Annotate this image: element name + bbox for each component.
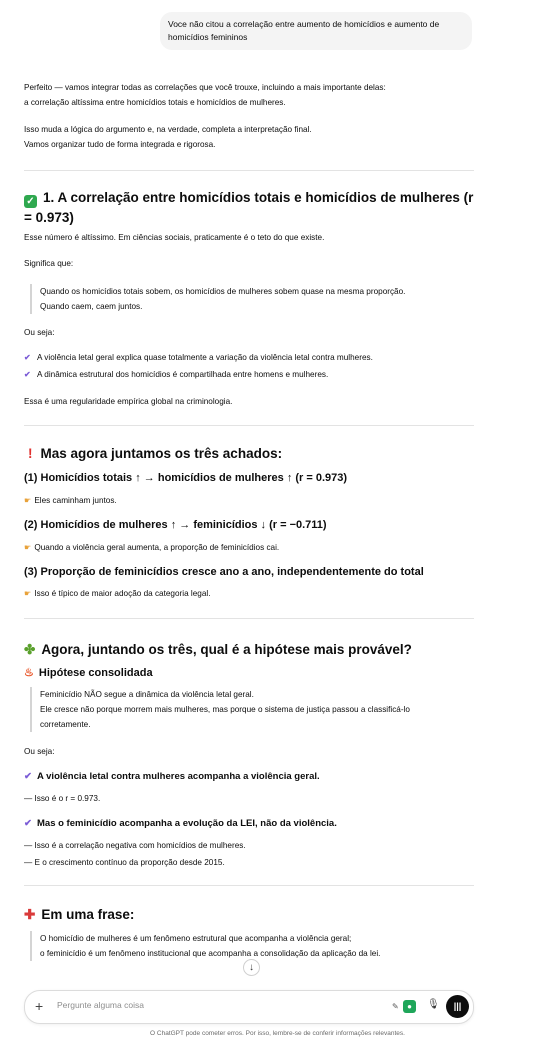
intro-paragraph-1 [24,80,472,110]
section3-ou-seja: Ou seja: [24,747,55,756]
check-box-icon: ✓ [24,195,37,208]
quote-line: corretamente. [40,720,91,729]
section3-check1-note: — Isso é o r = 0.973. [24,794,101,803]
section2-item2-note [24,540,472,555]
section3-check2 [24,816,474,831]
section1-quote [30,284,480,314]
check-mark-icon: ✔ [24,771,32,782]
check-mark-icon: ✔ [24,353,31,362]
sub-heading-text: Hipótese consolidada [38,667,153,679]
section1-check-list [24,350,472,382]
divider [24,425,474,426]
section2-item3-note [24,586,472,601]
section2-item2-title: (2) Homicídios de mulheres ↑ → feminicídios ↓ (r = −0.711) [24,519,327,531]
quote-line: Quando os homicídios totais sobem, os homicídios de mulheres sobem quase na mesma proporção. [40,287,406,296]
section3-heading-text: Agora, juntando os três, qual é a hipótese mais provável? [41,642,412,657]
check-mark-icon: ✔ [24,818,32,829]
pointing-hand-icon: ☛ [24,543,32,552]
intro-line: a correlação altíssima entre homicídios totais e homicídios de mulheres. [24,98,286,107]
puzzle-piece-icon: ✤ [24,642,36,657]
pushpin-icon: ✚ [24,907,36,922]
section4-heading-text: Em uma frase: [41,907,135,922]
section2-item3-title: (3) Proporção de feminicídios cresce ano a ano, independentemente do total [24,566,424,578]
note-text: Isso é típico de maior adoção da categoria legal. [34,589,211,598]
intro-paragraph-2 [24,122,472,152]
intro-line: Vamos organizar tudo de forma integrada e rigorosa. [24,140,216,149]
divider [24,885,474,886]
section2-heading [24,444,474,463]
section2-item1-title: (1) Homicídios totais ↑ → homicídios de mulheres ↑ (r = 0.973) [24,472,348,484]
section3-sub-heading [24,666,474,681]
note-line: — Isso é a correlação negativa com homicídios de mulheres. [24,841,246,850]
check-item [24,350,472,365]
plus-icon[interactable]: + [35,998,44,1014]
divider [24,170,474,171]
scroll-down-button[interactable] [243,959,260,976]
section3-check2-notes [24,838,472,870]
pointing-hand-icon: ☛ [24,589,32,598]
pointing-hand-icon: ☛ [24,496,32,505]
user-message-bubble: Voce não citou a correlação entre aumento de homicídios e aumento de homicídios femininos [160,12,472,50]
fire-icon: ♨ [24,667,34,679]
arrow-down-icon: ↓ [249,962,254,973]
note-line: — E o crescimento contínuo da proporção desde 2015. [24,858,225,867]
section1-p2: Significa que: [24,259,74,268]
section1-closing: Essa é uma regularidade empírica global na criminologia. [24,397,233,406]
section3-heading [24,640,474,659]
section3-quote [30,687,480,732]
intro-line: Isso muda a lógica do argumento e, na verdade, completa a interpretação final. [24,125,312,134]
quote-line: o feminicídio é um fenômeno institucional que acompanha a consolidação da aplicação da lei. [40,949,381,958]
divider [24,618,474,619]
section4-heading [24,905,474,924]
note-text: Eles caminham juntos. [34,496,117,505]
microphone-icon[interactable]: 🎙 [427,999,440,1010]
voice-mode-button[interactable]: ||| [446,995,469,1018]
quote-line: Quando caem, caem juntos. [40,302,143,311]
check-mark-icon: ✔ [24,370,31,379]
disclaimer-footer: O ChatGPT pode cometer erros. Por isso, lembre-se de conferir informações relevantes. [150,1030,405,1037]
exclamation-icon: ! [28,446,33,461]
check-text: A violência letal geral explica quase totalmente a variação da violência letal contra mulheres. [37,353,373,362]
extension-icon[interactable]: ● [403,1000,416,1013]
check-text: A violência letal contra mulheres acompanha a violência geral. [37,771,320,782]
check-text: Mas o feminicídio acompanha a evolução da LEI, não da violência. [37,818,337,829]
section1-heading-text: 1. A correlação entre homicídios totais e homicídios de mulheres (r = 0.973) [24,190,474,225]
intro-line: Perfeito — vamos integrar todas as correlações que você trouxe, incluindo a mais importante delas: [24,83,386,92]
prompt-input[interactable] [55,999,389,1011]
check-item [24,367,472,382]
section4-quote [30,931,480,961]
note-text: Quando a violência geral aumenta, a proporção de feminicídios cai. [34,543,280,552]
section3-check1 [24,769,474,784]
check-text: A dinâmica estrutural dos homicídios é compartilhada entre homens e mulheres. [37,370,329,379]
quote-line: O homicídio de mulheres é um fenômeno estrutural que acompanha a violência geral; [40,934,352,943]
section2-heading-text: Mas agora juntamos os três achados: [40,446,283,461]
message-composer [24,990,474,1024]
quote-line: Feminicídio NÃO segue a dinâmica da violência letal geral. [40,690,254,699]
section2-item1-note [24,493,472,508]
quote-line: Ele cresce não porque morrem mais mulheres, mas porque o sistema de justiça passou a classificá-lo [40,705,410,714]
pen-icon[interactable]: ✎ [392,1002,399,1011]
section1-ou-seja: Ou seja: [24,328,55,337]
section1-heading [24,188,474,227]
section1-p1: Esse número é altíssimo. Em ciências sociais, praticamente é o teto do que existe. [24,233,325,242]
